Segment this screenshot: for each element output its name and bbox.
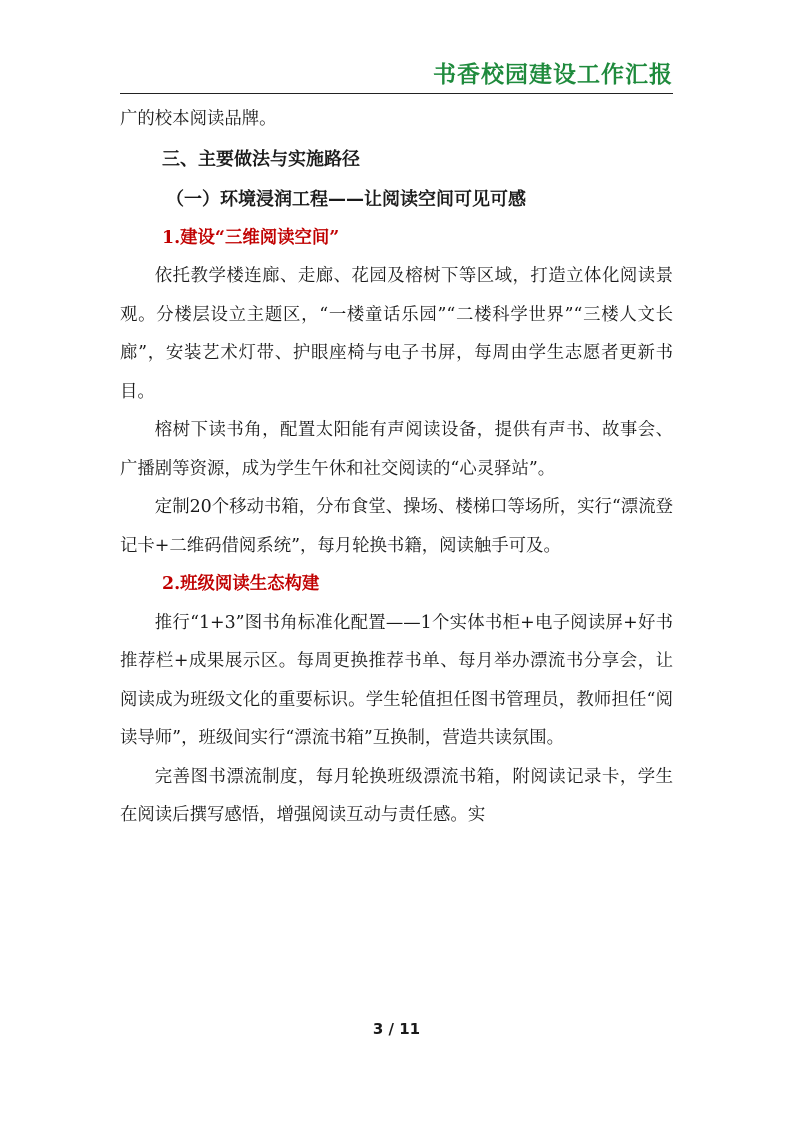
document-header-title: 书香校园建设工作汇报 <box>433 62 673 88</box>
body-paragraph: 定制20个移动书箱，分布食堂、操场、楼梯口等场所，实行“漂流登记卡+二维码借阅系统”，每月轮换书籍，阅读触手可及。 <box>120 497 673 556</box>
continuation-paragraph: 广的校本阅读品牌。 <box>120 109 277 129</box>
body-paragraph: 榕树下读书角，配置太阳能有声阅读设备，提供有声书、故事会、广播剧等资源，成为学生午休和社交阅读的“心灵驿站”。 <box>120 420 673 479</box>
sub-heading: （一）环境浸润工程——让阅读空间可见可感 <box>166 188 526 210</box>
page-number: 3 / 11 <box>372 1020 421 1038</box>
section-heading: 三、主要做法与实施路径 <box>162 148 360 170</box>
body-paragraph: 推行“1+3”图书角标准化配置——1个实体书柜+电子阅读屏+好书推荐栏+成果展示区。每周更换推荐书单、每月举办漂流书分享会，让阅读成为班级文化的重要标识。学生轮值担任图书管理员，教师担任“阅读导师”，班级间实行“漂流书箱”互换制，营造共读氛围。 <box>120 612 673 748</box>
point-heading-1: 1.建设“三维阅读空间” <box>162 227 340 248</box>
document-body <box>120 100 673 835</box>
point-heading-2: 2.班级阅读生态构建 <box>162 574 320 594</box>
header-divider <box>120 93 673 94</box>
body-paragraph: 依托教学楼连廊、走廊、花园及榕树下等区域，打造立体化阅读景观。分楼层设立主题区，“一楼童话乐园”“二楼科学世界”“三楼人文长廊”，安装艺术灯带、护眼座椅与电子书屏，每周由学生志愿者更新书目。 <box>120 266 673 402</box>
body-paragraph: 完善图书漂流制度，每月轮换班级漂流书箱，附阅读记录卡，学生在阅读后撰写感悟，增强阅读互动与责任感。实 <box>120 766 673 825</box>
